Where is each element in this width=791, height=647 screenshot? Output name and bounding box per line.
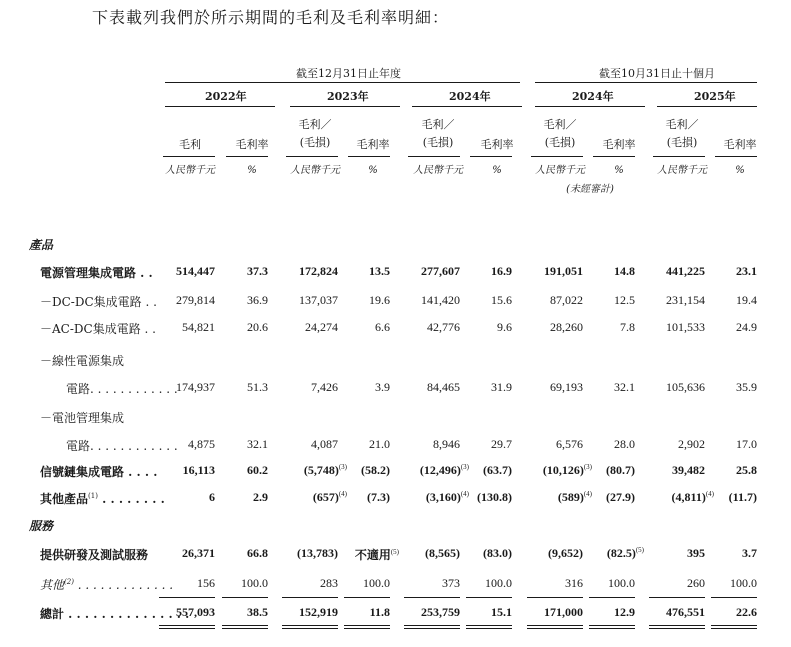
table-cell: (130.8) [477,490,512,504]
table-cell: 35.9 [736,380,757,394]
table-cell: 3.7 [742,546,757,560]
table-cell: 100.0 [608,576,635,590]
table-cell: 171,000 [544,605,583,619]
table-cell: 32.1 [247,437,268,451]
table-cell: (13,783) [297,546,338,560]
column-header: 毛利率 [480,138,514,151]
table-cell: 54,821 [182,320,215,334]
table-cell: $(5,748)^{(3)}$ [303,463,347,477]
table-cell: 172,824 [299,264,338,278]
table-cell: 36.9 [247,293,268,307]
table-cell: 14.8 [614,264,635,278]
total-double-rule [344,625,390,629]
table-cell: 42,776 [427,320,460,334]
year-rule [657,106,757,107]
table-cell: 19.6 [369,293,390,307]
column-header: 毛利 [179,138,201,151]
table-cell: 28,260 [550,320,583,334]
section-services: 服務 [29,519,54,533]
table-cell: 60.2 [247,463,268,477]
table-cell: 6.6 [375,320,390,334]
column-header-rule [286,156,338,157]
table-cell: 2,902 [678,437,705,451]
total-double-rule [649,625,705,629]
table-cell: (9,652) [548,546,583,560]
group-header-year: 截至12月31日止年度 [296,67,401,80]
total-double-rule [404,625,460,629]
table-cell: 260 [687,576,705,590]
total-double-rule [159,625,215,629]
unit-label: % [492,165,502,176]
subtotal-rule [222,597,268,598]
table-cell: 29.7 [491,437,512,451]
year-2024-ten-month: 2024年 [572,90,614,103]
year-rule [290,106,400,107]
column-header-rule [470,156,512,157]
page-title: 下表載列我們於所示期間的毛利及毛利率明細： [92,8,450,27]
row-label: －電池管理集成 [40,411,125,425]
table-cell: 7.8 [620,320,635,334]
unit-label: % [368,165,378,176]
total-double-rule [711,625,757,629]
table-cell: (83.0) [483,546,512,560]
table-cell: 不適用$^{(5)}$ [354,548,399,562]
table-cell: 26,371 [182,546,215,560]
table-cell: 4,875 [188,437,215,451]
unit-label: 人民幣千元 [413,165,463,176]
column-header-rule [715,156,757,157]
table-cell: 231,154 [666,293,705,307]
subtotal-rule [589,597,635,598]
table-cell: (7.3) [367,490,390,504]
row-label: －線性電源集成 [40,354,125,368]
table-cell: 66.8 [247,546,268,560]
table-cell: 23.1 [736,264,757,278]
total-double-rule [282,625,338,629]
table-cell: $(589)^{(4)}$ [557,490,592,504]
total-double-rule [589,625,635,629]
column-header-rule [593,156,635,157]
row-label-continued: 電路. . . . . . . . . . . . [66,382,178,396]
year-rule [535,106,645,107]
table-cell: 514,447 [176,264,215,278]
subtotal-rule [344,597,390,598]
table-cell: 38.5 [247,605,268,619]
year-rule [412,106,522,107]
table-cell: 2.9 [253,490,268,504]
table-cell: 100.0 [241,576,268,590]
table-cell: 22.6 [736,605,757,619]
subtotal-rule [527,597,583,598]
table-cell: (27.9) [606,490,635,504]
table-cell: 32.1 [614,380,635,394]
subtotal-rule [159,597,215,598]
unit-label: % [735,165,745,176]
table-cell: $(3,160)^{(4)}$ [425,490,469,504]
row-label: 信號鏈集成電路 . . . . [40,465,158,479]
table-cell: 137,037 [299,293,338,307]
column-header: 毛利率 [602,138,636,151]
table-cell: 24,274 [305,320,338,334]
table-cell: 84,465 [427,380,460,394]
subtotal-rule [711,597,757,598]
table-cell: 191,051 [544,264,583,278]
table-cell: 283 [320,576,338,590]
subtotal-rule [649,597,705,598]
section-products: 產品 [29,238,54,252]
unit-label: 人民幣千元 [657,165,707,176]
table-cell: 395 [687,546,705,560]
group-rule-ten-month [535,82,757,83]
column-header: 毛利／ (毛損) [543,118,577,149]
table-cell: 557,093 [176,605,215,619]
table-cell: 373 [442,576,460,590]
table-cell: 101,533 [666,320,705,334]
table-cell: 15.1 [491,605,512,619]
table-cell: 105,636 [666,380,705,394]
table-cell: 12.9 [614,605,635,619]
table-cell: 6 [209,490,215,504]
column-header-rule [408,156,460,157]
group-header-ten-month: 截至10月31日止十個月 [599,67,715,80]
unit-label: % [247,165,257,176]
total-double-rule [527,625,583,629]
column-header: 毛利率 [235,138,269,151]
year-2024: 2024年 [449,90,491,103]
table-cell: 11.8 [369,605,390,619]
table-cell: 17.0 [736,437,757,451]
unit-label: % [614,165,624,176]
table-cell: 16.9 [491,264,512,278]
table-cell: 31.9 [491,380,512,394]
subtotal-rule [466,597,512,598]
table-cell: 6,576 [556,437,583,451]
column-header-rule [653,156,705,157]
table-cell: 152,919 [299,605,338,619]
column-header: 毛利／ (毛損) [298,118,332,149]
table-cell: 100.0 [363,576,390,590]
table-cell: 100.0 [485,576,512,590]
table-cell: 51.3 [247,380,268,394]
table-cell: 316 [565,576,583,590]
column-header: 毛利率 [723,138,757,151]
column-header: 毛利／ (毛損) [421,118,455,149]
total-double-rule [466,625,512,629]
table-cell: 69,193 [550,380,583,394]
table-cell: 253,759 [421,605,460,619]
row-label: 總計 . . . . . . . . . . . . . . . [40,607,190,621]
row-label-continued: 電路. . . . . . . . . . . . [66,439,178,453]
group-rule-year [165,82,520,83]
table-cell: 19.4 [736,293,757,307]
row-label: 其他產品$^{(1)}$ . . . . . . . . [40,492,165,506]
table-cell: 87,022 [550,293,583,307]
table-cell: 28.0 [614,437,635,451]
year-2022: 2022年 [205,90,247,103]
column-header-rule [531,156,583,157]
table-cell: 9.6 [497,320,512,334]
table-cell: 3.9 [375,380,390,394]
table-cell: $(4,811)^{(4)}$ [671,490,714,504]
row-label: 提供研發及測試服務 [40,548,149,562]
table-cell: 39,482 [672,463,705,477]
table-cell: 4,087 [311,437,338,451]
table-cell: 24.9 [736,320,757,334]
table-cell: 37.3 [247,264,268,278]
table-cell: (63.7) [483,463,512,477]
table-cell: 20.6 [247,320,268,334]
column-header-rule [163,156,215,157]
table-cell: (8,565) [425,546,460,560]
table-cell: 25.8 [736,463,757,477]
column-header: 毛利率 [356,138,390,151]
table-cell: 13.5 [369,264,390,278]
table-cell: 8,946 [433,437,460,451]
column-header-rule [226,156,268,157]
table-cell: 16,113 [182,463,215,477]
subtotal-rule [404,597,460,598]
row-label: －DC-DC集成電路 . . [40,295,157,309]
table-cell: $(657)^{(4)}$ [312,490,347,504]
table-cell: $(12,496)^{(3)}$ [419,463,469,477]
table-cell: 100.0 [730,576,757,590]
table-cell: 21.0 [369,437,390,451]
year-2025-ten-month: 2025年 [694,90,736,103]
table-cell: (58.2) [361,463,390,477]
row-label: －AC-DC集成電路 . . [40,322,156,336]
row-label: 電源管理集成電路 . . [40,266,153,280]
table-cell: 7,426 [311,380,338,394]
row-label: 其他$^{(2)}$ . . . . . . . . . . . . . [40,578,174,592]
table-cell: $(10,126)^{(3)}$ [542,463,592,477]
table-cell: $(82.5)^{(5)}$ [606,546,644,560]
column-header-rule [348,156,390,157]
subtotal-rule [282,597,338,598]
table-cell: 279,814 [176,293,215,307]
year-2023: 2023年 [327,90,369,103]
table-cell: (11.7) [728,490,757,504]
table-cell: 12.5 [614,293,635,307]
table-cell: 141,420 [421,293,460,307]
unit-label: 人民幣千元 [165,165,215,176]
table-cell: 476,551 [666,605,705,619]
unit-label: 人民幣千元 [535,165,585,176]
table-cell: (80.7) [606,463,635,477]
table-cell: 277,607 [421,264,460,278]
column-header: 毛利／ (毛損) [665,118,699,149]
total-double-rule [222,625,268,629]
year-rule [165,106,275,107]
table-cell: 441,225 [666,264,705,278]
table-cell: 156 [197,576,215,590]
unaudited-note: (未經審計) [566,184,614,195]
table-cell: 15.6 [491,293,512,307]
table-cell: 174,937 [176,380,215,394]
unit-label: 人民幣千元 [290,165,340,176]
